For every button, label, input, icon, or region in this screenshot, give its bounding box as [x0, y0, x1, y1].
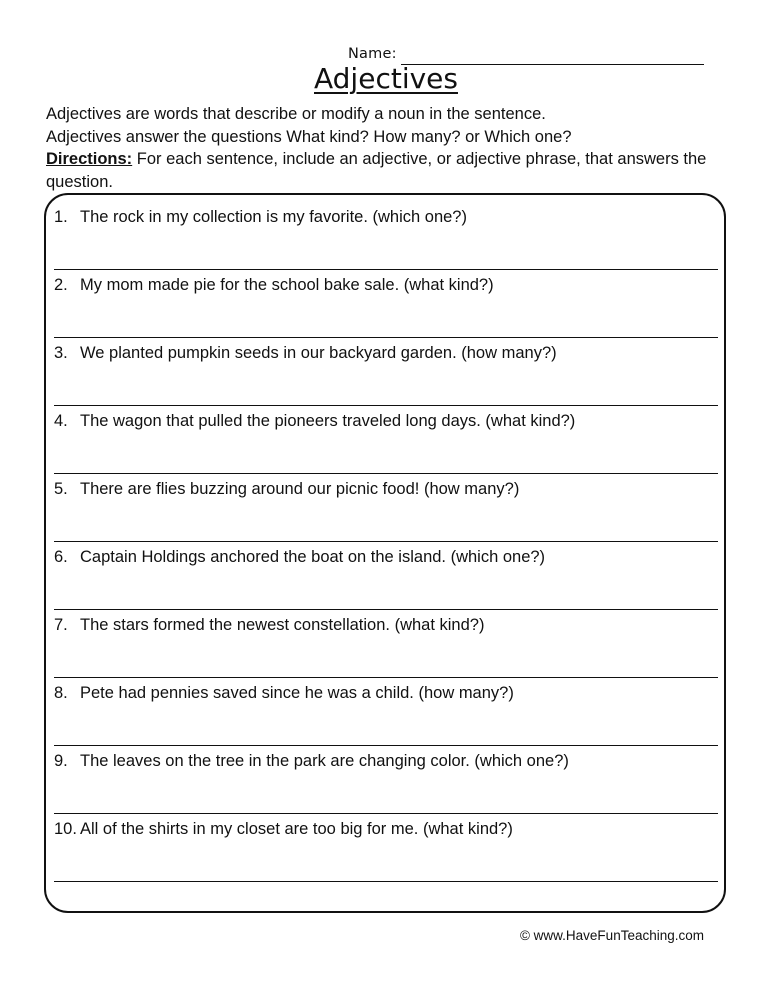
question-number: 7. — [54, 616, 68, 634]
answer-line[interactable] — [54, 337, 718, 338]
question-number: 5. — [54, 480, 68, 498]
question-number: 10. — [54, 820, 77, 838]
question-text — [54, 819, 513, 839]
question-sentence: All of the shirts in my closet are too big for me. (what kind?) — [80, 820, 513, 838]
question-number: 3. — [54, 344, 68, 362]
answer-line[interactable] — [54, 541, 718, 542]
question-item — [54, 343, 718, 411]
answer-line[interactable] — [54, 745, 718, 746]
question-item — [54, 411, 718, 479]
question-number: 6. — [54, 548, 68, 566]
answer-line[interactable] — [54, 269, 718, 270]
question-sentence: The wagon that pulled the pioneers traveled long days. (what kind?) — [80, 412, 576, 430]
question-text — [54, 751, 569, 771]
question-item — [54, 751, 718, 819]
answer-line[interactable] — [54, 473, 718, 474]
question-item — [54, 547, 718, 615]
answer-line[interactable] — [54, 405, 718, 406]
directions-label: Directions: — [46, 150, 133, 168]
intro-line-1: Adjectives are words that describe or modify a noun in the sentence. — [46, 105, 546, 123]
question-text — [54, 207, 467, 227]
question-sentence: The rock in my collection is my favorite. (which one?) — [80, 208, 467, 226]
question-item — [54, 683, 718, 751]
copyright-footer: © www.HaveFunTeaching.com — [519, 928, 704, 943]
directions-text: For each sentence, include an adjective, or adjective phrase, that answers the question. — [46, 150, 707, 191]
answer-line[interactable] — [54, 677, 718, 678]
intro-text — [46, 103, 736, 193]
question-text — [54, 547, 545, 567]
question-text — [54, 683, 514, 703]
question-sentence: The stars formed the newest constellation. (what kind?) — [80, 616, 485, 634]
question-sentence: Pete had pennies saved since he was a child. (how many?) — [80, 684, 514, 702]
question-item — [54, 207, 718, 275]
intro-line-2: Adjectives answer the questions What kind? How many? or Which one? — [46, 127, 572, 146]
question-item — [54, 615, 718, 683]
question-sentence: The leaves on the tree in the park are changing color. (which one?) — [80, 752, 569, 770]
question-item — [54, 479, 718, 547]
question-sentence: There are flies buzzing around our picnic food! (how many?) — [80, 480, 520, 498]
answer-line[interactable] — [54, 813, 718, 814]
answer-line[interactable] — [54, 881, 718, 882]
question-text — [54, 275, 494, 295]
question-number: 8. — [54, 684, 68, 702]
question-number: 4. — [54, 412, 68, 430]
question-text — [54, 411, 575, 431]
question-text — [54, 343, 557, 363]
question-number: 1. — [54, 208, 68, 226]
question-sentence: We planted pumpkin seeds in our backyard garden. (how many?) — [80, 344, 557, 362]
answer-line[interactable] — [54, 609, 718, 610]
question-number: 9. — [54, 752, 68, 770]
question-number: 2. — [54, 276, 68, 294]
question-item — [54, 819, 718, 887]
directions — [46, 148, 736, 193]
question-sentence: Captain Holdings anchored the boat on the island. (which one?) — [80, 548, 546, 566]
questions-box — [44, 193, 726, 913]
name-label: Name: — [348, 46, 397, 62]
question-item — [54, 275, 718, 343]
question-sentence: My mom made pie for the school bake sale. (what kind?) — [80, 276, 494, 294]
question-text — [54, 615, 484, 635]
page-title: Adjectives — [314, 62, 458, 95]
question-text — [54, 479, 519, 499]
